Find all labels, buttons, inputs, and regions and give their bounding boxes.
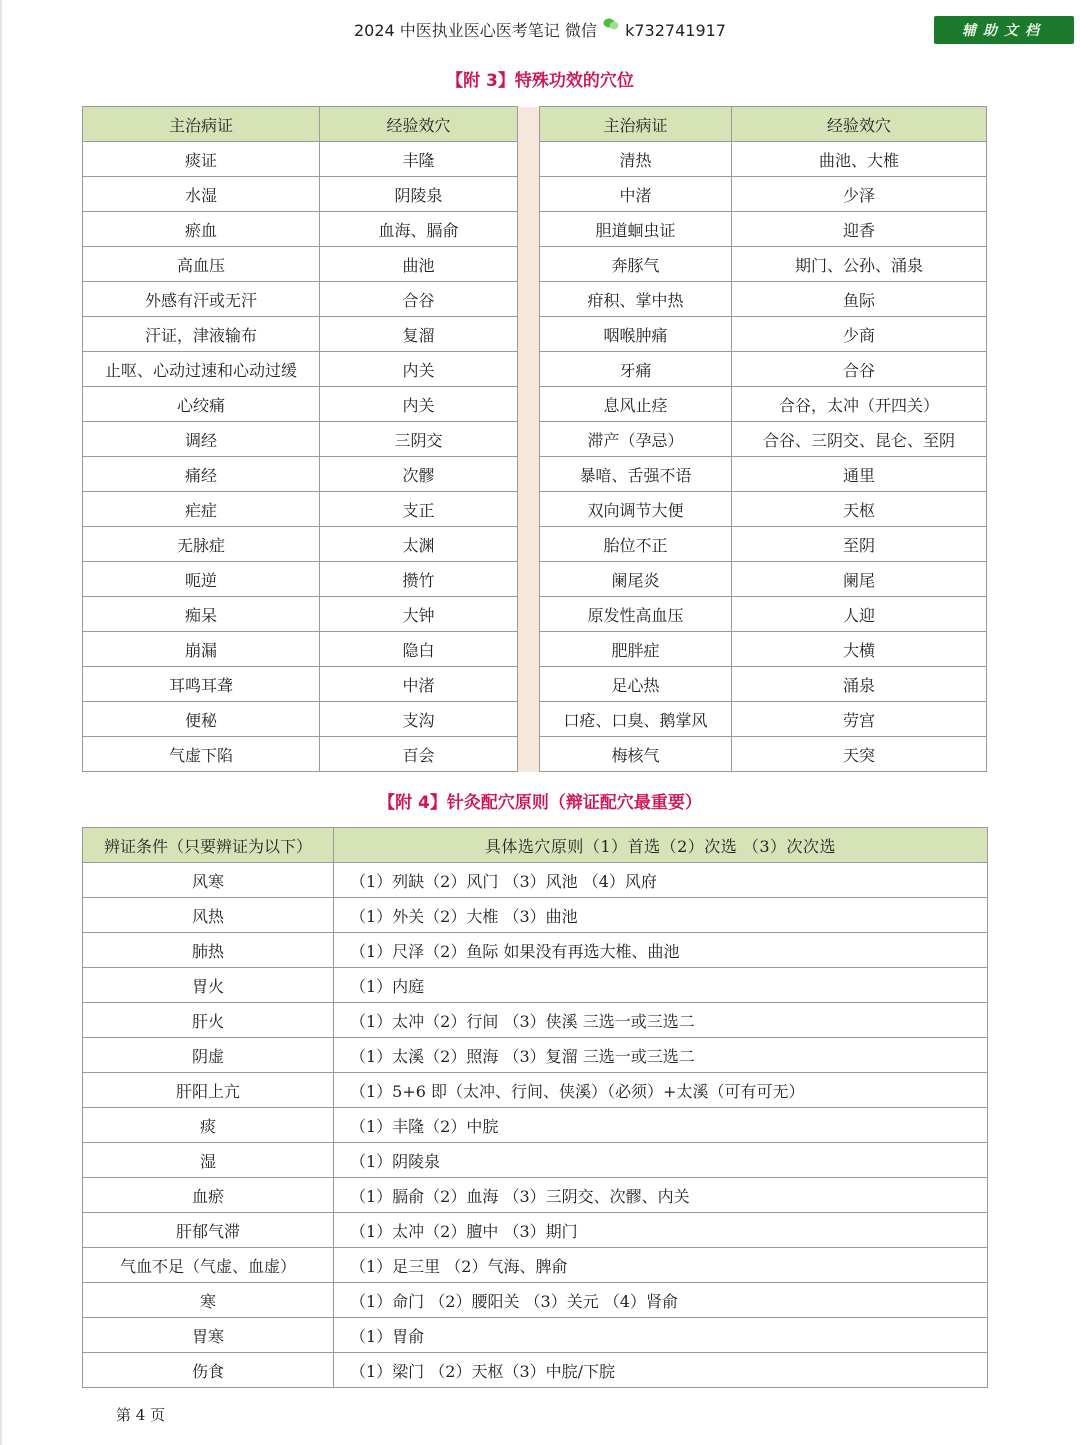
column-gap xyxy=(518,422,540,457)
syndrome-cell: 胃火 xyxy=(83,968,334,1003)
header-title: 2024 中医执业医心医考笔记 微信 xyxy=(354,21,597,40)
table-row xyxy=(83,1038,988,1073)
indication-cell: 胆道蛔虫证 xyxy=(540,212,732,247)
acupoint-cell: 天枢 xyxy=(732,492,987,527)
syndrome-cell: 湿 xyxy=(83,1143,334,1178)
acupoint-cell: 合谷 xyxy=(732,352,987,387)
column-header: 经验效穴 xyxy=(320,107,518,142)
indication-cell: 原发性高血压 xyxy=(540,597,732,632)
table-row xyxy=(83,492,987,527)
indication-cell: 呃逆 xyxy=(83,562,320,597)
indication-cell: 双向调节大便 xyxy=(540,492,732,527)
syndrome-cell: 肝火 xyxy=(83,1003,334,1038)
table-row xyxy=(83,352,987,387)
column-gap xyxy=(518,352,540,387)
acupoint-cell: 隐白 xyxy=(320,632,518,667)
acupoint-cell: 迎香 xyxy=(732,212,987,247)
indication-cell: 外感有汗或无汗 xyxy=(83,282,320,317)
selection-rule-cell: （1）内庭 xyxy=(334,968,988,1003)
indication-cell: 汗证，津液输布 xyxy=(83,317,320,352)
indication-cell: 调经 xyxy=(83,422,320,457)
indication-cell: 清热 xyxy=(540,142,732,177)
column-header: 辨证条件（只要辨证为以下） xyxy=(83,828,334,863)
acupoint-cell: 内关 xyxy=(320,387,518,422)
table-row xyxy=(83,933,988,968)
table-row xyxy=(83,317,987,352)
table-row xyxy=(83,1248,988,1283)
column-gap xyxy=(518,177,540,212)
table-row xyxy=(83,737,987,772)
table-row xyxy=(83,702,987,737)
acupoint-cell: 少商 xyxy=(732,317,987,352)
selection-rule-cell: （1）丰隆（2）中脘 xyxy=(334,1108,988,1143)
acupoint-cell: 期门、公孙、涌泉 xyxy=(732,247,987,282)
acupoint-cell: 合谷、三阴交、昆仑、至阴 xyxy=(732,422,987,457)
table-header-row xyxy=(83,107,987,142)
acupoint-cell: 阴陵泉 xyxy=(320,177,518,212)
syndrome-cell: 阴虚 xyxy=(83,1038,334,1073)
indication-cell: 阑尾炎 xyxy=(540,562,732,597)
table-row xyxy=(83,1003,988,1038)
selection-rule-cell: （1）太冲（2）行间 （3）侠溪 三选一或三选二 xyxy=(334,1003,988,1038)
selection-rule-cell: （1）5+6 即（太冲、行间、侠溪）（必须）+太溪（可有可无） xyxy=(334,1073,988,1108)
acupoint-cell: 复溜 xyxy=(320,317,518,352)
acupoint-cell: 支正 xyxy=(320,492,518,527)
table-row xyxy=(83,527,987,562)
acupoint-cell: 丰隆 xyxy=(320,142,518,177)
table-row xyxy=(83,142,987,177)
acupoint-cell: 中渚 xyxy=(320,667,518,702)
table-row xyxy=(83,422,987,457)
table-row xyxy=(83,1108,988,1143)
wechat-icon xyxy=(603,18,619,30)
section4-title: 【附 4】针灸配穴原则（辩证配穴最重要） xyxy=(378,793,702,813)
column-header: 主治病证 xyxy=(540,107,732,142)
column-gap xyxy=(518,387,540,422)
table-row xyxy=(83,597,987,632)
table-row xyxy=(83,562,987,597)
table-row xyxy=(83,1353,988,1388)
column-gap xyxy=(518,317,540,352)
acupoint-cell: 人迎 xyxy=(732,597,987,632)
syndrome-cell: 风寒 xyxy=(83,863,334,898)
indication-cell: 口疮、口臭、鹅掌风 xyxy=(540,702,732,737)
table-row xyxy=(83,1318,988,1353)
selection-rule-cell: （1）梁门 （2）天枢（3）中脘/下脘 xyxy=(334,1353,988,1388)
indication-cell: 足心热 xyxy=(540,667,732,702)
table-row xyxy=(83,282,987,317)
syndrome-cell: 肝郁气滞 xyxy=(83,1213,334,1248)
acupoint-cell: 通里 xyxy=(732,457,987,492)
column-gap xyxy=(518,212,540,247)
acupoint-cell: 支沟 xyxy=(320,702,518,737)
acupoint-cell: 内关 xyxy=(320,352,518,387)
selection-rule-cell: （1）列缺（2）风门 （3）风池 （4）风府 xyxy=(334,863,988,898)
indication-cell: 胎位不正 xyxy=(540,527,732,562)
selection-rule-cell: （1）命门 （2）腰阳关 （3）关元 （4）肾俞 xyxy=(334,1283,988,1318)
selection-rule-cell: （1）外关（2）大椎 （3）曲池 xyxy=(334,898,988,933)
acupoint-cell: 涌泉 xyxy=(732,667,987,702)
acupoint-cell: 劳宫 xyxy=(732,702,987,737)
indication-cell: 咽喉肿痛 xyxy=(540,317,732,352)
indication-cell: 心绞痛 xyxy=(83,387,320,422)
indication-cell: 中渚 xyxy=(540,177,732,212)
acupoint-cell: 大横 xyxy=(732,632,987,667)
column-gap xyxy=(518,562,540,597)
syndrome-cell: 胃寒 xyxy=(83,1318,334,1353)
column-header: 经验效穴 xyxy=(732,107,987,142)
column-gap xyxy=(518,632,540,667)
column-header: 主治病证 xyxy=(83,107,320,142)
column-gap xyxy=(518,282,540,317)
indication-cell: 瘀血 xyxy=(83,212,320,247)
indication-cell: 崩漏 xyxy=(83,632,320,667)
table-row xyxy=(83,177,987,212)
acupoint-cell: 百会 xyxy=(320,737,518,772)
acupoint-cell: 阑尾 xyxy=(732,562,987,597)
indication-cell: 耳鸣耳聋 xyxy=(83,667,320,702)
table-row xyxy=(83,863,988,898)
table-row xyxy=(83,1178,988,1213)
syndrome-cell: 血瘀 xyxy=(83,1178,334,1213)
indication-cell: 水湿 xyxy=(83,177,320,212)
acupoint-cell: 大钟 xyxy=(320,597,518,632)
page-number: 第 4 页 xyxy=(116,1406,166,1424)
header-wechat-id: k732741917 xyxy=(625,21,726,40)
acupoint-cell: 合谷，太冲（开四关） xyxy=(732,387,987,422)
selection-rule-cell: （1）胃俞 xyxy=(334,1318,988,1353)
indication-cell: 疟症 xyxy=(83,492,320,527)
table-row xyxy=(83,667,987,702)
acupoint-cell: 攒竹 xyxy=(320,562,518,597)
column-gap xyxy=(518,107,540,142)
special-acupoints-table xyxy=(82,106,987,772)
syndrome-cell: 寒 xyxy=(83,1283,334,1318)
acupoint-principles-table xyxy=(82,827,988,1388)
selection-rule-cell: （1）尺泽（2）鱼际 如果没有再选大椎、曲池 xyxy=(334,933,988,968)
indication-cell: 肥胖症 xyxy=(540,632,732,667)
indication-cell: 牙痛 xyxy=(540,352,732,387)
indication-cell: 痛经 xyxy=(83,457,320,492)
indication-cell: 滞产（孕忌） xyxy=(540,422,732,457)
table-row xyxy=(83,968,988,1003)
table-row xyxy=(83,1143,988,1178)
column-gap xyxy=(518,457,540,492)
table-row xyxy=(83,457,987,492)
column-gap xyxy=(518,527,540,562)
doc-badge: 辅助文档 xyxy=(934,16,1074,44)
acupoint-cell: 曲池 xyxy=(320,247,518,282)
column-gap xyxy=(518,492,540,527)
acupoint-cell: 太渊 xyxy=(320,527,518,562)
column-gap xyxy=(518,597,540,632)
selection-rule-cell: （1）阴陵泉 xyxy=(334,1143,988,1178)
table-row xyxy=(83,1073,988,1108)
acupoint-cell: 至阴 xyxy=(732,527,987,562)
indication-cell: 便秘 xyxy=(83,702,320,737)
section3-title: 【附 3】特殊功效的穴位 xyxy=(446,71,634,91)
indication-cell: 息风止痉 xyxy=(540,387,732,422)
indication-cell: 气虚下陷 xyxy=(83,737,320,772)
acupoint-cell: 次髎 xyxy=(320,457,518,492)
indication-cell: 无脉症 xyxy=(83,527,320,562)
page-edge xyxy=(0,0,2,1445)
selection-rule-cell: （1）太溪（2）照海 （3）复溜 三选一或三选二 xyxy=(334,1038,988,1073)
acupoint-cell: 天突 xyxy=(732,737,987,772)
table-row xyxy=(83,632,987,667)
acupoint-cell: 血海、膈俞 xyxy=(320,212,518,247)
table-row xyxy=(83,212,987,247)
acupoint-cell: 三阴交 xyxy=(320,422,518,457)
indication-cell: 止呕、心动过速和心动过缓 xyxy=(83,352,320,387)
indication-cell: 疳积、掌中热 xyxy=(540,282,732,317)
column-gap xyxy=(518,667,540,702)
syndrome-cell: 伤食 xyxy=(83,1353,334,1388)
indication-cell: 痰证 xyxy=(83,142,320,177)
syndrome-cell: 风热 xyxy=(83,898,334,933)
table-row xyxy=(83,898,988,933)
syndrome-cell: 痰 xyxy=(83,1108,334,1143)
table-row xyxy=(83,247,987,282)
page-header xyxy=(0,18,1080,41)
selection-rule-cell: （1）膈俞（2）血海 （3）三阴交、次髎、内关 xyxy=(334,1178,988,1213)
indication-cell: 奔豚气 xyxy=(540,247,732,282)
table-header-row xyxy=(83,828,988,863)
acupoint-cell: 曲池、大椎 xyxy=(732,142,987,177)
indication-cell: 高血压 xyxy=(83,247,320,282)
column-gap xyxy=(518,737,540,772)
table-row xyxy=(83,1283,988,1318)
syndrome-cell: 肝阳上亢 xyxy=(83,1073,334,1108)
selection-rule-cell: （1）足三里 （2）气海、脾俞 xyxy=(334,1248,988,1283)
column-gap xyxy=(518,247,540,282)
acupoint-cell: 合谷 xyxy=(320,282,518,317)
selection-rule-cell: （1）太冲（2）膻中 （3）期门 xyxy=(334,1213,988,1248)
indication-cell: 梅核气 xyxy=(540,737,732,772)
syndrome-cell: 肺热 xyxy=(83,933,334,968)
column-header: 具体选穴原则（1）首选（2）次选 （3）次次选 xyxy=(334,828,988,863)
table-row xyxy=(83,1213,988,1248)
syndrome-cell: 气血不足（气虚、血虚） xyxy=(83,1248,334,1283)
column-gap xyxy=(518,702,540,737)
acupoint-cell: 少泽 xyxy=(732,177,987,212)
acupoint-cell: 鱼际 xyxy=(732,282,987,317)
table-row xyxy=(83,387,987,422)
indication-cell: 痴呆 xyxy=(83,597,320,632)
column-gap xyxy=(518,142,540,177)
indication-cell: 暴喑、舌强不语 xyxy=(540,457,732,492)
